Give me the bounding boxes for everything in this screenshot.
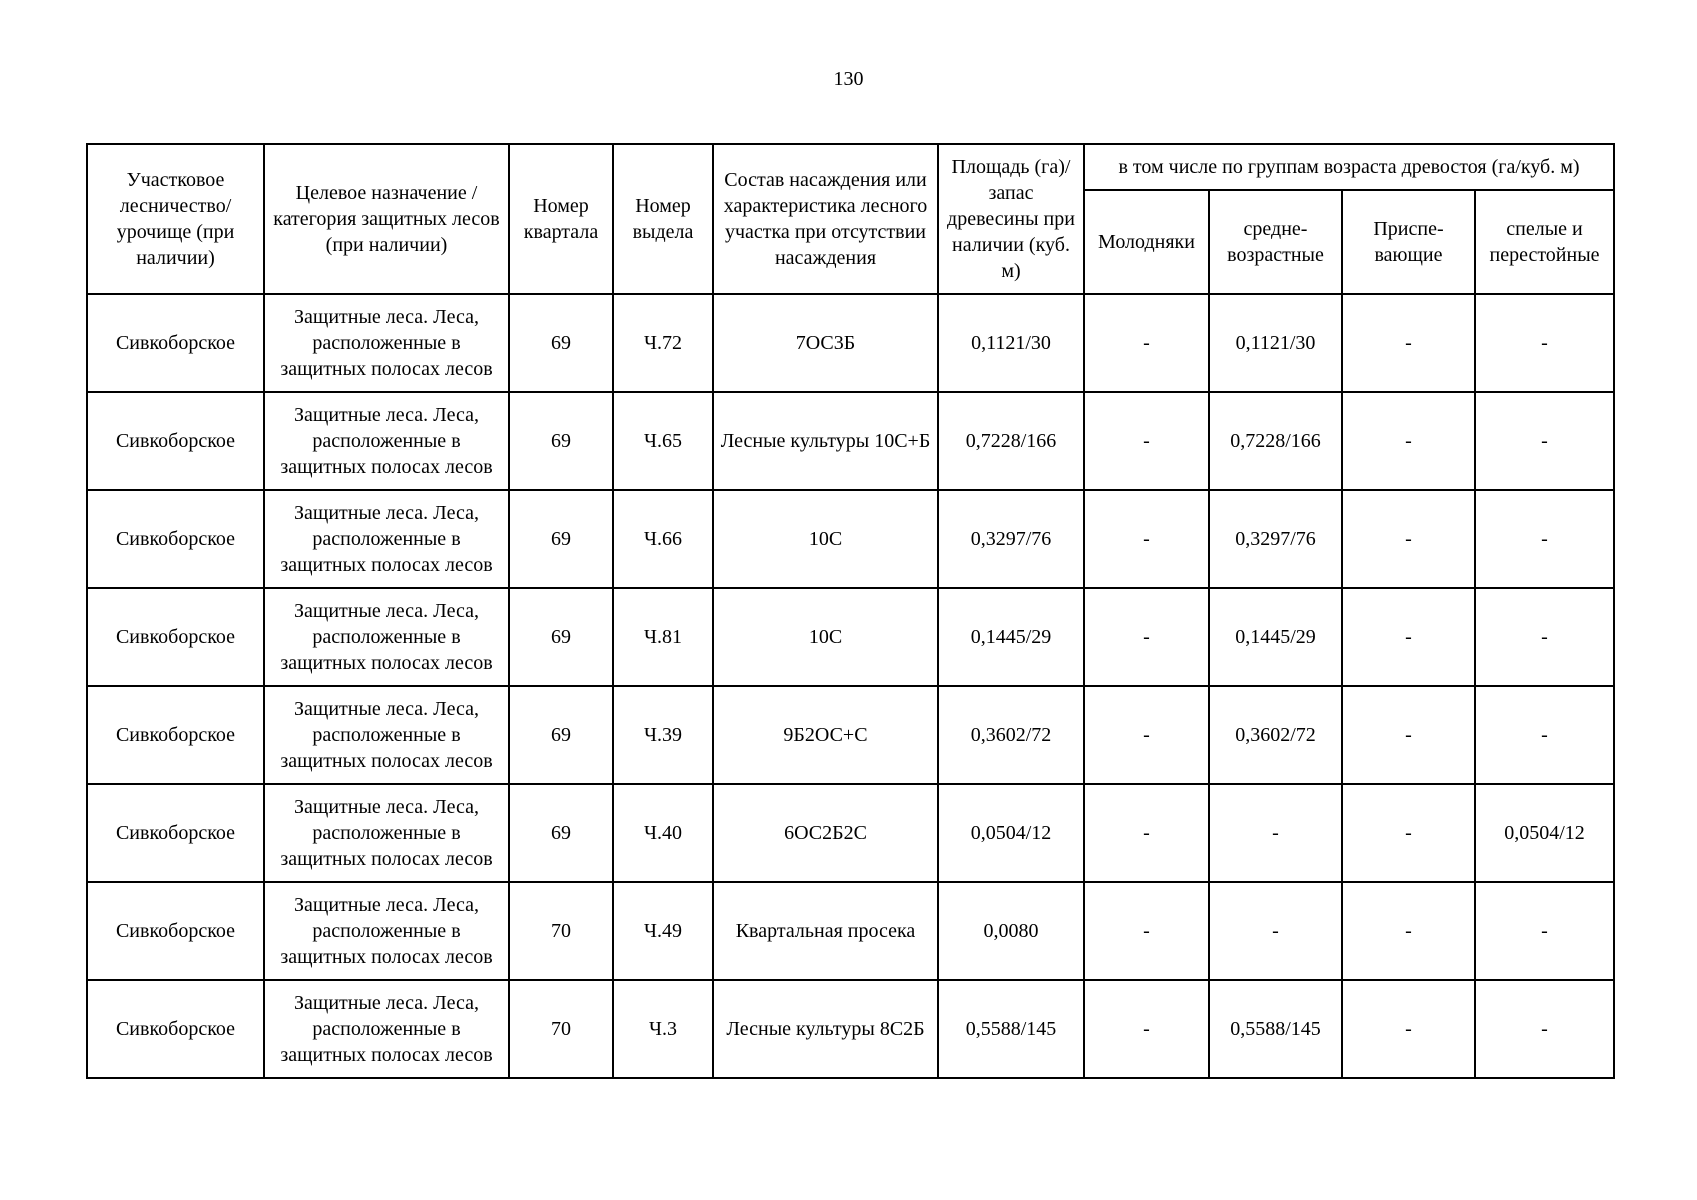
cell-allotment: Ч.66 — [613, 490, 713, 588]
page-number: 130 — [833, 68, 864, 90]
cell-quarter: 69 — [509, 686, 613, 784]
cell-middle-aged: 0,1121/30 — [1209, 294, 1342, 392]
cell-maturing: - — [1342, 392, 1475, 490]
cell-allotment: Ч.81 — [613, 588, 713, 686]
cell-allotment: Ч.40 — [613, 784, 713, 882]
cell-young: - — [1084, 882, 1209, 980]
cell-allotment: Ч.49 — [613, 882, 713, 980]
cell-maturing: - — [1342, 588, 1475, 686]
cell-middle-aged: 0,3602/72 — [1209, 686, 1342, 784]
cell-purpose: Защитные леса. Леса, расположенные в защитных полосах лесов — [264, 392, 509, 490]
table-row — [87, 588, 1614, 686]
cell-mature: - — [1475, 882, 1614, 980]
cell-forestry: Сивкоборское — [87, 686, 264, 784]
cell-area: 0,3602/72 — [938, 686, 1084, 784]
cell-quarter: 70 — [509, 980, 613, 1078]
cell-maturing: - — [1342, 784, 1475, 882]
cell-young: - — [1084, 392, 1209, 490]
cell-quarter: 69 — [509, 588, 613, 686]
cell-young: - — [1084, 686, 1209, 784]
cell-area: 0,3297/76 — [938, 490, 1084, 588]
table-row — [87, 490, 1614, 588]
cell-purpose: Защитные леса. Леса, расположенные в защитных полосах лесов — [264, 490, 509, 588]
cell-composition: Лесные культуры 8С2Б — [713, 980, 938, 1078]
cell-young: - — [1084, 980, 1209, 1078]
forest-plots-table — [86, 143, 1615, 1079]
cell-middle-aged: 0,7228/166 — [1209, 392, 1342, 490]
cell-composition: 10С — [713, 490, 938, 588]
cell-young: - — [1084, 490, 1209, 588]
header-mature: спелые и перестойные — [1475, 190, 1614, 294]
cell-composition: Лесные культуры 10С+Б — [713, 392, 938, 490]
cell-young: - — [1084, 294, 1209, 392]
cell-middle-aged: 0,1445/29 — [1209, 588, 1342, 686]
cell-composition: Квартальная просека — [713, 882, 938, 980]
cell-quarter: 69 — [509, 294, 613, 392]
cell-forestry: Сивкоборское — [87, 882, 264, 980]
cell-composition: 10С — [713, 588, 938, 686]
cell-middle-aged: 0,5588/145 — [1209, 980, 1342, 1078]
cell-purpose: Защитные леса. Леса, расположенные в защитных полосах лесов — [264, 980, 509, 1078]
cell-quarter: 69 — [509, 784, 613, 882]
cell-quarter: 69 — [509, 490, 613, 588]
cell-mature: - — [1475, 588, 1614, 686]
cell-mature: - — [1475, 686, 1614, 784]
table-row — [87, 882, 1614, 980]
cell-maturing: - — [1342, 686, 1475, 784]
cell-purpose: Защитные леса. Леса, расположенные в защитных полосах лесов — [264, 686, 509, 784]
header-forestry: Участковое лесничество/ урочище (при наличии) — [87, 144, 264, 294]
table-header — [87, 144, 1614, 294]
cell-middle-aged: - — [1209, 784, 1342, 882]
cell-purpose: Защитные леса. Леса, расположенные в защитных полосах лесов — [264, 588, 509, 686]
cell-area: 0,7228/166 — [938, 392, 1084, 490]
table-row — [87, 980, 1614, 1078]
cell-mature: - — [1475, 980, 1614, 1078]
cell-forestry: Сивкоборское — [87, 588, 264, 686]
cell-forestry: Сивкоборское — [87, 784, 264, 882]
cell-maturing: - — [1342, 882, 1475, 980]
cell-purpose: Защитные леса. Леса, расположенные в защитных полосах лесов — [264, 882, 509, 980]
table-row — [87, 784, 1614, 882]
cell-forestry: Сивкоборское — [87, 392, 264, 490]
header-young: Молодняки — [1084, 190, 1209, 294]
header-purpose: Целевое назначение / категория защитных лесов (при наличии) — [264, 144, 509, 294]
cell-middle-aged: 0,3297/76 — [1209, 490, 1342, 588]
cell-young: - — [1084, 588, 1209, 686]
table-body — [87, 294, 1614, 1078]
header-age-groups: в том числе по группам возраста древостоя (га/куб. м) — [1084, 144, 1614, 190]
table-row — [87, 392, 1614, 490]
cell-forestry: Сивкоборское — [87, 490, 264, 588]
table-row — [87, 686, 1614, 784]
header-area: Площадь (га)/ запас древесины при наличии (куб. м) — [938, 144, 1084, 294]
cell-composition: 6ОС2Б2С — [713, 784, 938, 882]
cell-area: 0,1121/30 — [938, 294, 1084, 392]
cell-maturing: - — [1342, 980, 1475, 1078]
header-middle-aged: средне-возрастные — [1209, 190, 1342, 294]
cell-maturing: - — [1342, 490, 1475, 588]
cell-middle-aged: - — [1209, 882, 1342, 980]
cell-area: 0,1445/29 — [938, 588, 1084, 686]
header-allotment: Номер выдела — [613, 144, 713, 294]
cell-area: 0,0504/12 — [938, 784, 1084, 882]
cell-allotment: Ч.39 — [613, 686, 713, 784]
header-maturing: Приспе-вающие — [1342, 190, 1475, 294]
cell-mature: - — [1475, 392, 1614, 490]
cell-allotment: Ч.65 — [613, 392, 713, 490]
cell-area: 0,5588/145 — [938, 980, 1084, 1078]
cell-area: 0,0080 — [938, 882, 1084, 980]
header-composition: Состав насаждения или характеристика лесного участка при отсутствии насаждения — [713, 144, 938, 294]
cell-allotment: Ч.3 — [613, 980, 713, 1078]
cell-mature: 0,0504/12 — [1475, 784, 1614, 882]
cell-young: - — [1084, 784, 1209, 882]
cell-composition: 7ОС3Б — [713, 294, 938, 392]
cell-quarter: 70 — [509, 882, 613, 980]
cell-forestry: Сивкоборское — [87, 980, 264, 1078]
cell-purpose: Защитные леса. Леса, расположенные в защитных полосах лесов — [264, 784, 509, 882]
cell-mature: - — [1475, 294, 1614, 392]
table-row — [87, 294, 1614, 392]
cell-composition: 9Б2ОС+С — [713, 686, 938, 784]
cell-allotment: Ч.72 — [613, 294, 713, 392]
header-quarter: Номер квартала — [509, 144, 613, 294]
cell-maturing: - — [1342, 294, 1475, 392]
cell-purpose: Защитные леса. Леса, расположенные в защитных полосах лесов — [264, 294, 509, 392]
cell-quarter: 69 — [509, 392, 613, 490]
cell-mature: - — [1475, 490, 1614, 588]
cell-forestry: Сивкоборское — [87, 294, 264, 392]
